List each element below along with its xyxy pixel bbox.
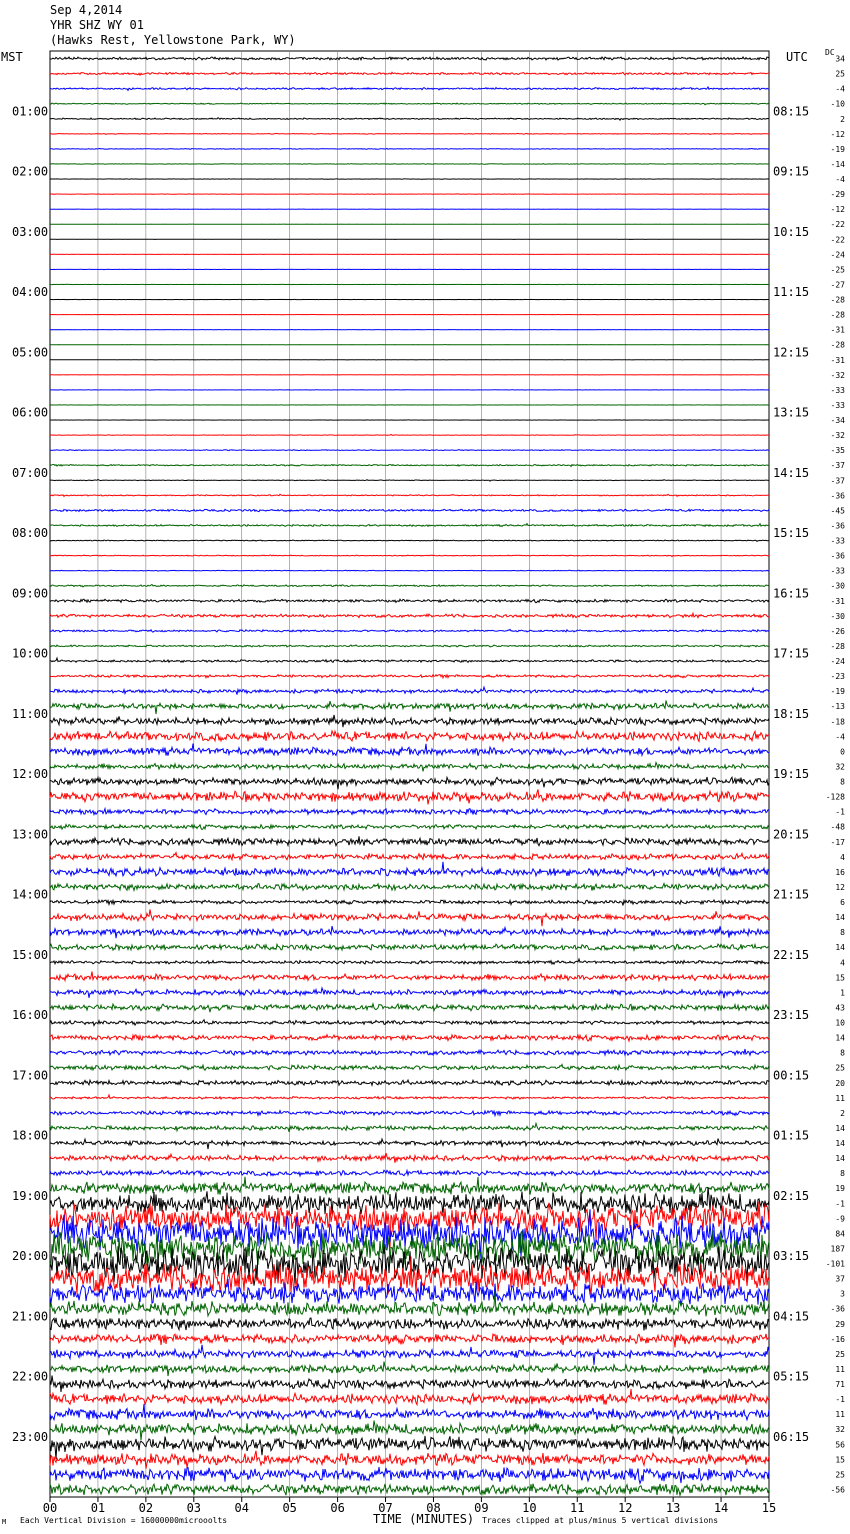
trace-line [50,133,769,134]
mst-hour-label: 17:00 [12,1068,49,1083]
dc-offset-label: -13 [830,702,845,712]
station-location: (Hawks Rest, Yellowstone Park, WY) [50,33,296,47]
trace-line [50,164,769,165]
dc-offset-label: -24 [830,250,845,260]
trace-line [50,1421,769,1440]
trace-line [50,825,769,830]
x-tick-label: 11 [570,1501,585,1515]
utc-hour-label: 20:15 [773,827,810,842]
dc-offset-label: -22 [830,235,845,245]
dc-offset-label: -12 [830,205,845,215]
x-tick-label: 06 [330,1501,345,1515]
utc-hour-label: 05:15 [773,1369,810,1384]
dc-offset-label: 3 [840,1289,845,1299]
trace-line [50,1376,769,1392]
utc-hour-label: 09:15 [773,164,810,179]
dc-offset-label: 4 [840,958,845,968]
utc-hour-label: 04:15 [773,1309,810,1324]
trace-line [50,972,769,981]
dc-offset-label: 2 [840,1108,845,1118]
trace-line [50,1389,769,1405]
dc-offset-label: -31 [830,355,845,365]
dc-offset-label: -101 [825,1259,845,1269]
dc-offset-label: 11 [835,1093,845,1103]
mst-hour-label: 11:00 [12,706,49,721]
trace-line [50,1334,769,1348]
dc-offset-label: -30 [830,611,845,621]
trace-line [50,629,769,632]
trace-line [50,465,769,467]
dc-offset-label: -33 [830,566,845,576]
trace-line [50,926,769,938]
dc-offset-label: -27 [830,280,845,290]
dc-offset-label: -14 [830,159,845,169]
dc-offset-label: -33 [830,400,845,410]
dc-offset-label: -24 [830,657,845,667]
x-tick-label: 13 [665,1501,681,1515]
dc-offset-label: 25 [835,69,845,79]
mst-hour-label: 16:00 [12,1008,49,1022]
trace-line [50,599,769,603]
dc-column-label: DC [825,48,835,57]
trace-line [50,1111,769,1116]
dc-offset-label: 4 [840,852,845,862]
trace-line [50,57,769,60]
dc-offset-label: 14 [835,1154,845,1164]
trace-line [50,988,769,998]
mst-hour-label: 14:00 [12,887,49,902]
dc-offset-label: 10 [835,1018,845,1028]
trace-line [50,613,769,617]
dc-offset-label: -18 [830,717,845,727]
mst-hour-label: 18:00 [12,1128,49,1143]
trace-line [50,777,769,789]
dc-offset-label: 187 [830,1244,845,1254]
trace-line [50,883,769,890]
mst-hour-label: 20:00 [12,1249,49,1263]
utc-hour-label: 02:15 [773,1188,810,1203]
mst-hour-label: 05:00 [12,345,49,360]
x-tick-label: 10 [522,1501,537,1515]
mst-hour-label: 06:00 [12,405,49,420]
dc-offset-label: -36 [830,521,845,531]
clip-note: Traces clipped at plus/minus 5 vertical divisions [482,1516,719,1525]
utc-hour-label: 11:15 [773,285,810,299]
mst-hour-label: 23:00 [12,1429,49,1444]
mst-hour-label: 09:00 [12,586,49,601]
trace-line [50,1020,769,1026]
dc-offset-label: 43 [835,1003,845,1013]
dc-offset-label: 1 [840,988,845,998]
corner-mark: M [2,1518,7,1526]
trace-line [50,1139,769,1150]
trace-line [50,509,769,511]
mst-zone-label: MST [1,50,23,64]
trace-line [50,910,769,927]
dc-offset-label: -30 [830,581,845,591]
trace-line [50,1404,769,1420]
dc-offset-label: -37 [830,461,845,471]
utc-hour-label: 13:15 [773,405,810,420]
trace-group [50,57,769,1495]
dc-offset-label: -26 [830,626,845,636]
dc-offset-label: 14 [835,913,845,923]
trace-line [50,87,769,91]
trace-line [50,1451,769,1469]
x-tick-label: 01 [90,1501,106,1515]
utc-hour-label: 15:15 [773,526,810,540]
dc-offset-label: -28 [830,310,845,320]
dc-offset-label: 8 [840,928,845,938]
dc-offset-label: 19 [835,1184,845,1194]
dc-offset-label: 56 [835,1440,845,1450]
mst-hour-label: 21:00 [12,1309,49,1324]
dc-offset-label: 11 [835,1364,845,1374]
dc-offset-label: -36 [830,551,845,561]
dc-offset-label: -28 [830,295,845,305]
utc-hour-label: 08:15 [773,104,810,119]
trace-line [50,658,769,662]
dc-offset-label: 16 [835,867,845,877]
trace-line [50,836,769,845]
utc-hour-label: 18:15 [773,706,810,721]
trace-line [50,1317,769,1330]
trace-line [50,148,769,149]
dc-offset-label: 37 [835,1274,845,1284]
x-tick-label: 09 [474,1501,489,1515]
trace-line [50,1436,769,1459]
mst-hour-label: 15:00 [12,947,49,962]
trace-line [50,1484,769,1496]
dc-offset-label: 12 [835,882,845,892]
trace-line [50,1095,769,1099]
trace-line [50,715,769,727]
trace-line [50,959,769,964]
dc-offset-label: 84 [835,1229,845,1239]
x-tick-label: 00 [42,1501,58,1515]
dc-offset-label: -25 [830,265,845,275]
utc-hour-label: 10:15 [773,224,810,239]
dc-offset-label: -32 [830,370,845,380]
dc-offset-label: 8 [840,1169,845,1179]
trace-line [50,555,769,557]
dc-offset-label: -1 [835,807,845,817]
mst-hour-label: 07:00 [12,465,49,480]
x-tick-label: 15 [761,1501,777,1515]
dc-offset-label: 6 [840,898,845,908]
trace-line [50,1170,769,1176]
trace-line [50,585,769,587]
mst-hour-label: 13:00 [12,827,49,842]
dc-offset-label: 14 [835,1139,845,1149]
dc-offset-label: -56 [830,1485,845,1495]
trace-line [50,1004,769,1012]
trace-line [50,731,769,741]
trace-line [50,1064,769,1070]
trace-line [50,687,769,695]
dc-offset-label: -1 [835,1199,845,1209]
dc-offset-label: -32 [830,431,845,441]
dc-offset-label: 34 [835,54,845,64]
x-tick-label: 03 [186,1501,202,1515]
trace-line [50,1467,769,1483]
dc-offset-label: -37 [830,476,845,486]
trace-line [50,645,769,647]
mst-hour-label: 03:00 [12,224,49,239]
chart-date: Sep 4,2014 [50,3,123,17]
dc-offset-label: -16 [830,1334,845,1344]
dc-offset-label: -1 [835,1395,845,1405]
trace-line [50,1153,769,1163]
dc-offset-label: 25 [835,1470,845,1480]
mst-hour-label: 01:00 [12,104,49,119]
trace-line [50,744,769,756]
trace-line [50,809,769,815]
dc-offset-label: -17 [830,837,845,847]
dc-offset-label: -4 [835,84,845,94]
utc-hour-label: 19:15 [773,767,810,781]
trace-line [50,862,769,876]
dc-offset-label: -33 [830,385,845,395]
vertical-scale-note: Each Vertical Division = 16000000microoolts [20,1516,228,1525]
dc-offset-label: 14 [835,1033,845,1043]
mst-hour-label: 04:00 [12,285,49,299]
mst-hour-label: 10:00 [12,646,49,661]
dc-offset-label: 25 [835,1063,845,1073]
x-tick-label: 08 [426,1501,441,1515]
trace-line [50,103,769,105]
utc-zone-label: UTC [786,50,808,64]
dc-offset-label: 15 [835,1455,845,1465]
dc-offset-label: -19 [830,687,845,697]
trace-line [50,900,769,906]
trace-line [50,540,769,541]
trace-line [50,72,769,75]
utc-hour-label: 01:15 [773,1128,810,1143]
utc-hour-label: 16:15 [773,586,810,601]
trace-line [50,1177,769,1195]
dc-offset-label: 25 [835,1349,845,1359]
dc-offset-label: -34 [830,416,845,426]
dc-offset-label: 15 [835,973,845,983]
dc-offset-label: -48 [830,822,845,832]
dc-offset-label: -4 [835,732,845,742]
dc-offset-label: -19 [830,144,845,154]
trace-line [50,1362,769,1377]
trace-line [50,570,769,571]
dc-offset-label: 29 [835,1319,845,1329]
dc-offset-label: 2 [840,114,845,124]
dc-offset-label: 14 [835,1123,845,1133]
x-tick-label: 02 [138,1501,154,1515]
dc-offset-label: -28 [830,641,845,651]
utc-hour-label: 00:15 [773,1068,810,1083]
x-tick-label: 12 [617,1501,633,1515]
trace-line [50,1080,769,1085]
dc-offset-label: -28 [830,340,845,350]
trace-line [50,269,769,270]
utc-hour-label: 21:15 [773,887,810,902]
trace-line [50,944,769,950]
x-axis-title: TIME (MINUTES) [373,1512,475,1526]
trace-line [50,118,769,121]
dc-offset-label: 8 [840,1048,845,1058]
dc-offset-label: -31 [830,596,845,606]
x-tick-label: 07 [378,1501,393,1515]
trace-line [50,524,769,527]
x-tick-label: 04 [234,1501,249,1515]
utc-hour-label: 14:15 [773,465,810,480]
trace-line [50,1049,769,1055]
utc-hour-label: 23:15 [773,1008,810,1022]
dc-offset-label: 32 [835,762,845,772]
dc-offset-label: -23 [830,672,845,682]
dc-offset-label: -36 [830,1304,845,1314]
trace-line [50,1035,769,1041]
trace-line [50,435,769,436]
station-code: YHR SHZ WY 01 [50,18,144,32]
trace-line [50,1345,769,1365]
trace-line [50,701,769,715]
trace-line [50,194,769,195]
x-tick-label: 05 [282,1501,297,1515]
trace-line [50,675,769,678]
dc-offset-label: 71 [835,1380,845,1390]
dc-offset-label: -10 [830,99,845,109]
dc-offset-label: -12 [830,129,845,139]
trace-line [50,789,769,804]
dc-offset-label: 0 [840,747,845,757]
trace-line [50,450,769,451]
dc-offset-label: 14 [835,943,845,953]
trace-line [50,1123,769,1132]
dc-offset-label: -4 [835,175,845,185]
trace-line [50,494,769,496]
trace-line [50,763,769,772]
dc-offset-label: 11 [835,1410,845,1420]
utc-hour-label: 06:15 [773,1429,810,1444]
mst-hour-label: 02:00 [12,164,49,179]
trace-line [50,254,769,255]
dc-offset-label: 8 [840,777,845,787]
dc-offset-label: -33 [830,536,845,546]
dc-offset-label: 32 [835,1425,845,1435]
x-tick-label: 14 [713,1501,729,1515]
mst-hour-label: 19:00 [12,1188,49,1203]
dc-offset-label: -31 [830,325,845,335]
dc-offset-label: -29 [830,190,845,200]
dc-offset-label: -9 [835,1214,845,1224]
trace-line [50,853,769,860]
dc-offset-label: 20 [835,1078,845,1088]
utc-hour-label: 03:15 [773,1249,810,1263]
mst-hour-label: 08:00 [12,526,49,540]
dc-offset-label: -35 [830,446,845,456]
trace-line [50,480,769,482]
dc-offset-label: -128 [825,792,845,802]
dc-offset-label: -22 [830,220,845,230]
dc-offset-label: -36 [830,491,845,501]
dc-offset-label: -45 [830,506,845,516]
mst-hour-label: 12:00 [12,767,49,781]
utc-hour-label: 22:15 [773,947,810,962]
utc-hour-label: 17:15 [773,646,810,661]
utc-hour-label: 12:15 [773,345,810,360]
mst-hour-label: 22:00 [12,1369,49,1384]
